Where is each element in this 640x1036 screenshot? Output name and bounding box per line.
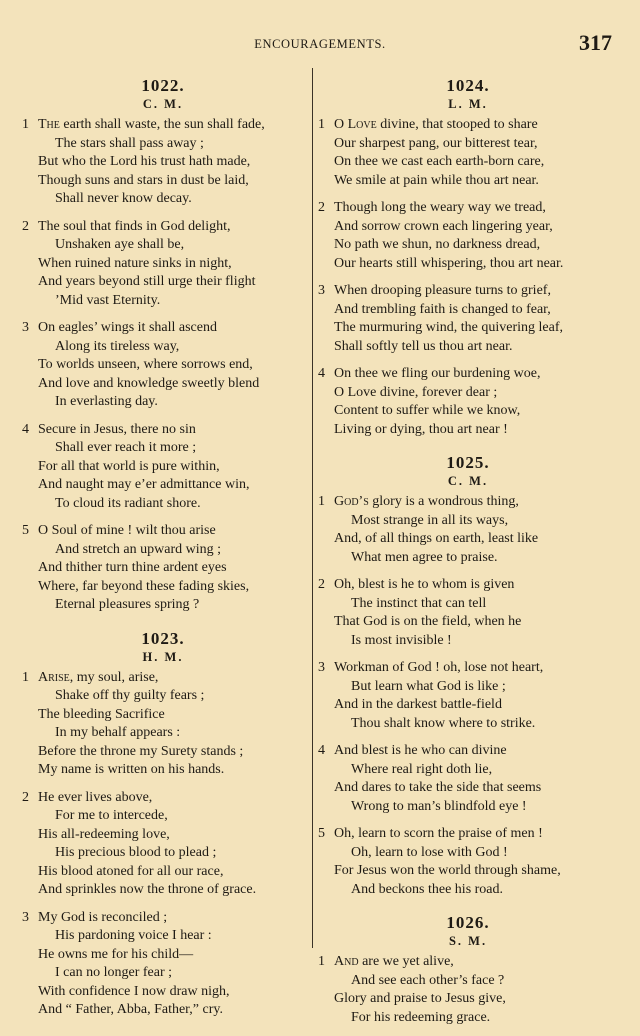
- stanza-line: Secure in Jesus, there no sin: [38, 421, 196, 437]
- stanza-number: 1: [318, 117, 325, 132]
- stanza-line: And years beyond still urge their flight: [38, 274, 256, 289]
- stanza-line: [318, 953, 618, 972]
- stanza-line: Content to suffer while we know,: [334, 403, 521, 418]
- stanza-line: His all-redeeming love,: [38, 826, 170, 842]
- stanza-line: Oh, learn to lose with God !: [351, 844, 508, 860]
- stanza-number: 3: [22, 320, 29, 335]
- stanza: [318, 493, 618, 567]
- hymn-number: 1026.: [446, 913, 490, 932]
- stanza-line: On eagles’ wings it shall ascend: [38, 320, 217, 335]
- hymn-meter: L. M.: [448, 97, 488, 111]
- stanza-line: Shall softly tell us thou art near.: [334, 338, 513, 354]
- stanza-line: His precious blood to plead ;: [55, 845, 217, 860]
- stanza-line: Oh, blest is he to whom is given: [334, 577, 515, 592]
- stanza-line: And “ Father, Abba, Father,” cry.: [38, 1002, 223, 1017]
- stanza-line: But learn what God is like ;: [351, 678, 506, 694]
- stanza: [22, 421, 304, 514]
- running-header: ENCOURAGEMENTS.: [254, 37, 386, 51]
- stanza-line: Glory and praise to Jesus give,: [334, 991, 506, 1006]
- stanza-line: The murmuring wind, the quivering leaf,: [334, 320, 563, 335]
- stanza-line: Before the throne my Surety stands ;: [38, 743, 244, 759]
- stanza-line: Shake off thy guilty fears ;: [55, 688, 205, 703]
- hymn-number: 1023.: [141, 628, 185, 648]
- stanza: [22, 789, 304, 900]
- stanza-line: Our hearts still whispering, thou art near.: [334, 255, 564, 271]
- stanza-line: On thee we fling our burdening woe,: [334, 366, 541, 381]
- stanza-number: 5: [318, 826, 325, 841]
- stanza-line: For me to intercede,: [55, 808, 168, 823]
- stanza-line: And blest is he who can divine: [334, 743, 507, 758]
- stanza-line: Most strange in all its ways,: [351, 512, 509, 528]
- line-text: divine, that stooped to share: [376, 117, 538, 132]
- stanza-number: 1: [22, 669, 29, 685]
- stanza-line: To cloud its radiant shore.: [55, 495, 201, 511]
- stanza-line: Workman of God ! oh, lose not heart,: [334, 660, 544, 675]
- stanza-number: 1: [318, 954, 325, 969]
- stanza-line: For his redeeming grace.: [351, 1009, 491, 1025]
- stanza-line: ’Mid vast Eternity.: [55, 292, 161, 308]
- right-column: [318, 62, 618, 1036]
- stanza-line: That God is on the field, when he: [334, 614, 522, 629]
- stanza-line: And, of all things on earth, least like: [334, 531, 539, 546]
- stanza-line: His blood atoned for all our race,: [38, 863, 224, 879]
- first-word: The: [38, 117, 60, 132]
- first-word: And: [334, 954, 359, 969]
- stanza: [318, 116, 618, 190]
- stanza-line: Oh, learn to scorn the praise of men !: [334, 826, 543, 841]
- first-word: Arise,: [38, 669, 74, 685]
- stanza-line: To worlds unseen, where sorrows end,: [38, 357, 253, 372]
- first-word: O Love: [334, 117, 377, 132]
- stanza-line: And love and knowledge sweetly blend: [38, 375, 260, 391]
- stanza-line: When ruined nature sinks in night,: [38, 255, 232, 271]
- stanza-line: And sprinkles now the throne of grace.: [38, 882, 257, 897]
- stanza-number: 1: [318, 494, 325, 509]
- stanza-number: 5: [22, 523, 29, 538]
- stanza-line: Our sharpest pang, our bitterest tear,: [334, 135, 538, 151]
- stanza: [318, 953, 618, 1027]
- hymn-meter: H. M.: [142, 649, 184, 664]
- stanza: [318, 825, 618, 899]
- hymn-number: 1025.: [446, 453, 490, 472]
- stanza: [22, 669, 304, 780]
- stanza-number: 3: [22, 909, 29, 925]
- stanza-line: For all that world is pure within,: [38, 458, 220, 474]
- stanza-line: Where real right doth lie,: [351, 761, 493, 777]
- stanza-line: I can no longer fear ;: [55, 965, 172, 980]
- stanza-line: O Love divine, forever dear ;: [334, 384, 498, 400]
- stanza-line: [22, 669, 304, 688]
- page-number: 317: [579, 30, 612, 55]
- stanza: [22, 319, 304, 412]
- stanza: [22, 218, 304, 311]
- stanza-line: For Jesus won the world through shame,: [334, 863, 561, 878]
- stanza-line: Wrong to man’s blindfold eye !: [351, 798, 527, 814]
- stanza-line: Though suns and stars in dust be laid,: [38, 172, 249, 188]
- stanza-line: The instinct that can tell: [351, 595, 487, 611]
- left-column: [22, 62, 304, 1029]
- stanza-line: Living or dying, thou art near !: [334, 421, 508, 437]
- stanza-line: He owns me for his child—: [38, 946, 194, 962]
- stanza-number: 4: [318, 743, 325, 758]
- hymn-number: 1022.: [141, 76, 185, 95]
- stanza: [318, 659, 618, 733]
- stanza: [22, 522, 304, 615]
- stanza: [318, 365, 618, 439]
- stanza-line: Unshaken aye shall be,: [55, 237, 185, 252]
- stanza-line: He ever lives above,: [38, 789, 153, 805]
- stanza: [22, 909, 304, 1020]
- stanza-line: When drooping pleasure turns to grief,: [334, 283, 551, 298]
- stanza-line: And naught may e’er admittance win,: [38, 477, 250, 492]
- stanza-line: Along its tireless way,: [55, 338, 180, 354]
- stanza-number: 4: [22, 421, 29, 437]
- stanza-line: And stretch an upward wing ;: [55, 541, 222, 557]
- stanza-number: 2: [22, 218, 29, 234]
- stanza-number: 2: [22, 789, 29, 805]
- column-divider: [312, 68, 313, 948]
- stanza: [318, 282, 618, 356]
- stanza-line: My God is reconciled ;: [38, 909, 168, 925]
- stanza-line: The soul that finds in God delight,: [38, 218, 231, 234]
- line-text: glory is a wondrous thing,: [368, 494, 519, 509]
- stanza-line: What men agree to praise.: [351, 549, 498, 565]
- line-text: are we yet alive,: [358, 954, 454, 969]
- hymn-meter: C. M.: [142, 97, 184, 111]
- stanza-line: Eternal pleasures spring ?: [55, 597, 200, 612]
- stanza-line: No path we shun, no darkness dread,: [334, 237, 541, 252]
- stanza-number: 3: [318, 660, 325, 675]
- stanza: [318, 742, 618, 816]
- stanza-line: And thither turn thine ardent eyes: [38, 560, 227, 575]
- stanza-line: Shall never know decay.: [55, 191, 192, 206]
- hymn-meter: C. M.: [447, 474, 489, 488]
- stanza-line: Is most invisible !: [351, 632, 452, 648]
- stanza-number: 3: [318, 283, 325, 298]
- stanza-number: 2: [318, 200, 325, 215]
- stanza-line: His pardoning voice I hear :: [55, 928, 212, 943]
- stanza-line: In my behalf appears :: [55, 725, 181, 740]
- stanza-line: [318, 116, 618, 135]
- stanza-number: 1: [22, 117, 29, 132]
- hymn-number: 1024.: [446, 76, 490, 95]
- stanza: [318, 199, 618, 273]
- stanza-line: Though long the weary way we tread,: [334, 200, 546, 215]
- stanza-line: O Soul of mine ! wilt thou arise: [38, 523, 216, 538]
- stanza-line: The bleeding Sacrifice: [38, 706, 165, 722]
- stanza-line: And trembling faith is changed to fear,: [334, 301, 551, 317]
- stanza-line: And beckons thee his road.: [351, 881, 504, 897]
- hymn-meter: S. M.: [448, 934, 488, 948]
- stanza-line: And in the darkest battle-field: [334, 697, 502, 712]
- stanza-line: But who the Lord his trust hath made,: [38, 154, 251, 169]
- stanza-line: We smile at pain while thou art near.: [334, 172, 539, 188]
- stanza: [318, 576, 618, 650]
- stanza-line: In everlasting day.: [55, 394, 158, 409]
- stanza-line: The stars shall pass away ;: [55, 135, 204, 151]
- stanza-line: With confidence I now draw nigh,: [38, 983, 230, 999]
- stanza-number: 2: [318, 577, 325, 592]
- line-text: earth shall waste, the sun shall fade,: [59, 117, 265, 132]
- line-text: my soul, arise,: [73, 669, 159, 685]
- first-word: God’s: [334, 494, 369, 509]
- stanza-line: Shall ever reach it more ;: [55, 440, 197, 455]
- stanza-line: My name is written on his hands.: [38, 762, 225, 777]
- stanza-line: Thou shalt know where to strike.: [351, 715, 536, 731]
- stanza: [22, 116, 304, 209]
- stanza-line: And dares to take the side that seems: [334, 780, 542, 795]
- stanza-line: And see each other’s face ?: [351, 972, 505, 988]
- stanza-number: 4: [318, 366, 325, 381]
- stanza-line: Where, far beyond these fading skies,: [38, 578, 250, 594]
- stanza-line: [318, 493, 618, 512]
- stanza-line: And sorrow crown each lingering year,: [334, 218, 553, 234]
- stanza-line: [22, 116, 304, 135]
- stanza-line: On thee we cast each earth-born care,: [334, 154, 545, 169]
